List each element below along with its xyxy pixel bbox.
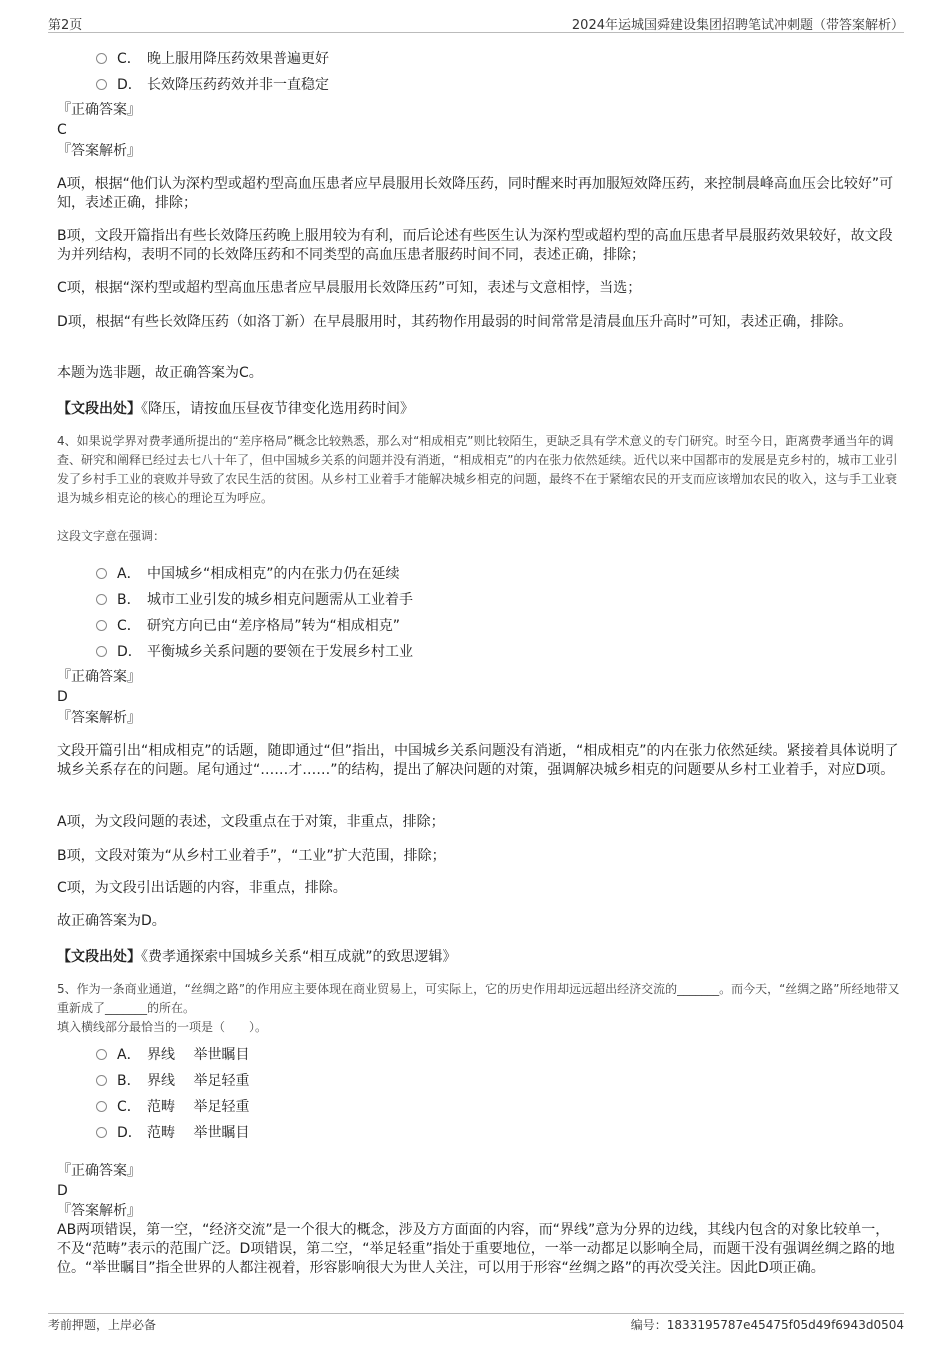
q3-source [57, 398, 902, 418]
document-title: 2024年运城国舜建设集团招聘笔试冲刺题（带答案解析） [571, 18, 904, 33]
q5-prompt: 填入横线部分最恰当的一项是（ ）。 [57, 1020, 268, 1034]
source-label: 【文段出处】 [57, 949, 141, 965]
q3-analysis-a: A项，根据“他们认为深杓型或超杓型高血压患者应早晨服用长效降压药，同时醒来时再加服短效降压药，来控制晨峰高血压会比较好”可知，表述正确，排除； [57, 176, 894, 211]
q5-answer-label: 『正确答案』 [57, 1163, 141, 1179]
q4-analysis-b: B项，文段对策为“从乡村工业着手”，“工业”扩大范围，排除； [57, 848, 446, 864]
q4-analysis-c: C项，为文段引出话题的内容，非重点，排除。 [57, 880, 347, 896]
document-id: 编号：1833195787e45475f05d49f6943d0504 [630, 1318, 904, 1332]
q4-answer-label: 『正确答案』 [57, 669, 141, 685]
radio-icon[interactable] [96, 568, 107, 579]
q5-answer: D [57, 1183, 68, 1199]
q3-conclusion: 本题为选非题，故正确答案为C。 [57, 365, 263, 381]
q4-option-a[interactable]: A． 中国城乡“相成相克”的内在张力仍在延续 [96, 563, 400, 583]
footer-slogan: 考前押题，上岸必备 [48, 1318, 157, 1332]
radio-icon[interactable] [96, 79, 107, 90]
radio-icon[interactable] [96, 1049, 107, 1060]
q4-option-c[interactable]: C． 研究方向已由“差序格局”转为“相成相克” [96, 615, 400, 635]
q3-analysis-c: C项，根据“深杓型或超杓型高血压患者应早晨服用长效降压药”可知，表述与文意相悖，当选； [57, 280, 642, 296]
q3-analysis-b: B项，文段开篇指出有些长效降压药晚上服用较为有利，而后论述有些医生认为深杓型或超杓型的高血压患者早晨服药效果较好，故文段为并列结构，表明不同的长效降压药和不同类型的高血压患者服药时间不同，表述正确，排除； [57, 228, 893, 263]
q4-analysis-a: A项，为文段问题的表述，文段重点在于对策，非重点，排除； [57, 814, 445, 830]
q3-option-c[interactable]: C． 晚上服用降压药效果普遍更好 [96, 48, 329, 68]
q3-answer: C [57, 122, 67, 138]
q4-option-d[interactable]: D． 平衡城乡关系问题的要领在于发展乡村工业 [96, 641, 413, 661]
source-label: 【文段出处】 [57, 401, 141, 417]
radio-icon[interactable] [96, 53, 107, 64]
radio-icon[interactable] [96, 594, 107, 605]
radio-icon[interactable] [96, 1127, 107, 1138]
q4-conclusion: 故正确答案为D。 [57, 913, 166, 929]
q4-answer: D [57, 689, 68, 705]
page-number: 第2页 [48, 18, 83, 33]
q3-answer-label: 『正确答案』 [57, 102, 141, 118]
q3-analysis-d: D项，根据“有些长效降压药（如洛丁新）在早晨服用时，其药物作用最弱的时间常常是清晨血压升高时”可知，表述正确，排除。 [57, 314, 853, 330]
q4-prompt: 这段文字意在强调： [57, 529, 166, 543]
page-footer [48, 1313, 904, 1334]
q4-analysis-label: 『答案解析』 [57, 710, 141, 726]
q4-stem: 4、如果说学界对费孝通所提出的“差序格局”概念比较熟悉，那么对“相成相克”则比较陌生，更缺乏具有学术意义的专门研究。时至今日，距离费孝通当年的调查、研究和阐释已经过去七八十年了，但中国城乡关系的问题并没有消逝，“相成相克”的内在张力依然延续。近代以来中国都市的发展是克乡村的，城市工业引发了乡村手工业的衰败并导致了农民生活的贫困。从乡村工业着手才能解决城乡相克的问题，最终不在于紧缩农民的开支而应该增加农民的收入，这与手工业衰退为城乡相克论的核心的理论互为呼应。 [57, 434, 898, 505]
q5-stem: 5、作为一条商业通道，“丝绸之路”的作用应主要体现在商业贸易上，可实际上，它的历史作用却远远超出经济交流的_______。而今天，“丝绸之路”所经地带又重新成了_______的所在。 [57, 982, 900, 1015]
radio-icon[interactable] [96, 620, 107, 631]
q4-source [57, 946, 902, 966]
q3-analysis-label: 『答案解析』 [57, 143, 141, 159]
q5-option-b[interactable]: B． 界线 举足轻重 [96, 1070, 249, 1090]
radio-icon[interactable] [96, 1101, 107, 1112]
source-title: 《费孝通探索中国城乡关系“相互成就”的致思逻辑》 [141, 949, 457, 965]
q5-option-a[interactable]: A． 界线 举世瞩目 [96, 1044, 249, 1064]
source-title: 《降压，请按血压昼夜节律变化选用药时间》 [141, 401, 414, 417]
radio-icon[interactable] [96, 1075, 107, 1086]
page-header [48, 14, 904, 33]
q5-option-c[interactable]: C． 范畴 举足轻重 [96, 1096, 249, 1116]
q5-analysis: AB两项错误，第一空，“经济交流”是一个很大的概念，涉及方方面面的内容，而“界线”意为分界的边线，其线内包含的对象比较单一，不及“范畴”表示的范围广泛。D项错误，第二空，“举足轻重”指处于重要地位，一举一动都足以影响全局，而题干没有强调丝绸之路的地位。“举世瞩目”指全世界的人都注视着，形容影响很大为世人关注，可以用于形容“丝绸之路”的再次受关注。因此D项正确。 [57, 1222, 895, 1276]
radio-icon[interactable] [96, 646, 107, 657]
q5-option-d[interactable]: D． 范畴 举世瞩目 [96, 1122, 249, 1142]
q5-analysis-label: 『答案解析』 [57, 1203, 141, 1219]
q4-option-b[interactable]: B． 城市工业引发的城乡相克问题需从工业着手 [96, 589, 413, 609]
q4-analysis-main: 文段开篇引出“相成相克”的话题，随即通过“但”指出，中国城乡关系问题没有消逝，“相成相克”的内在张力依然延续。紧接着具体说明了城乡关系存在的问题。尾句通过“……才……”的结构，提出了解决问题的对策，强调解决城乡相克的问题要从乡村工业着手，对应D项。 [57, 743, 899, 778]
q3-option-d[interactable]: D． 长效降压药药效并非一直稳定 [96, 74, 329, 94]
